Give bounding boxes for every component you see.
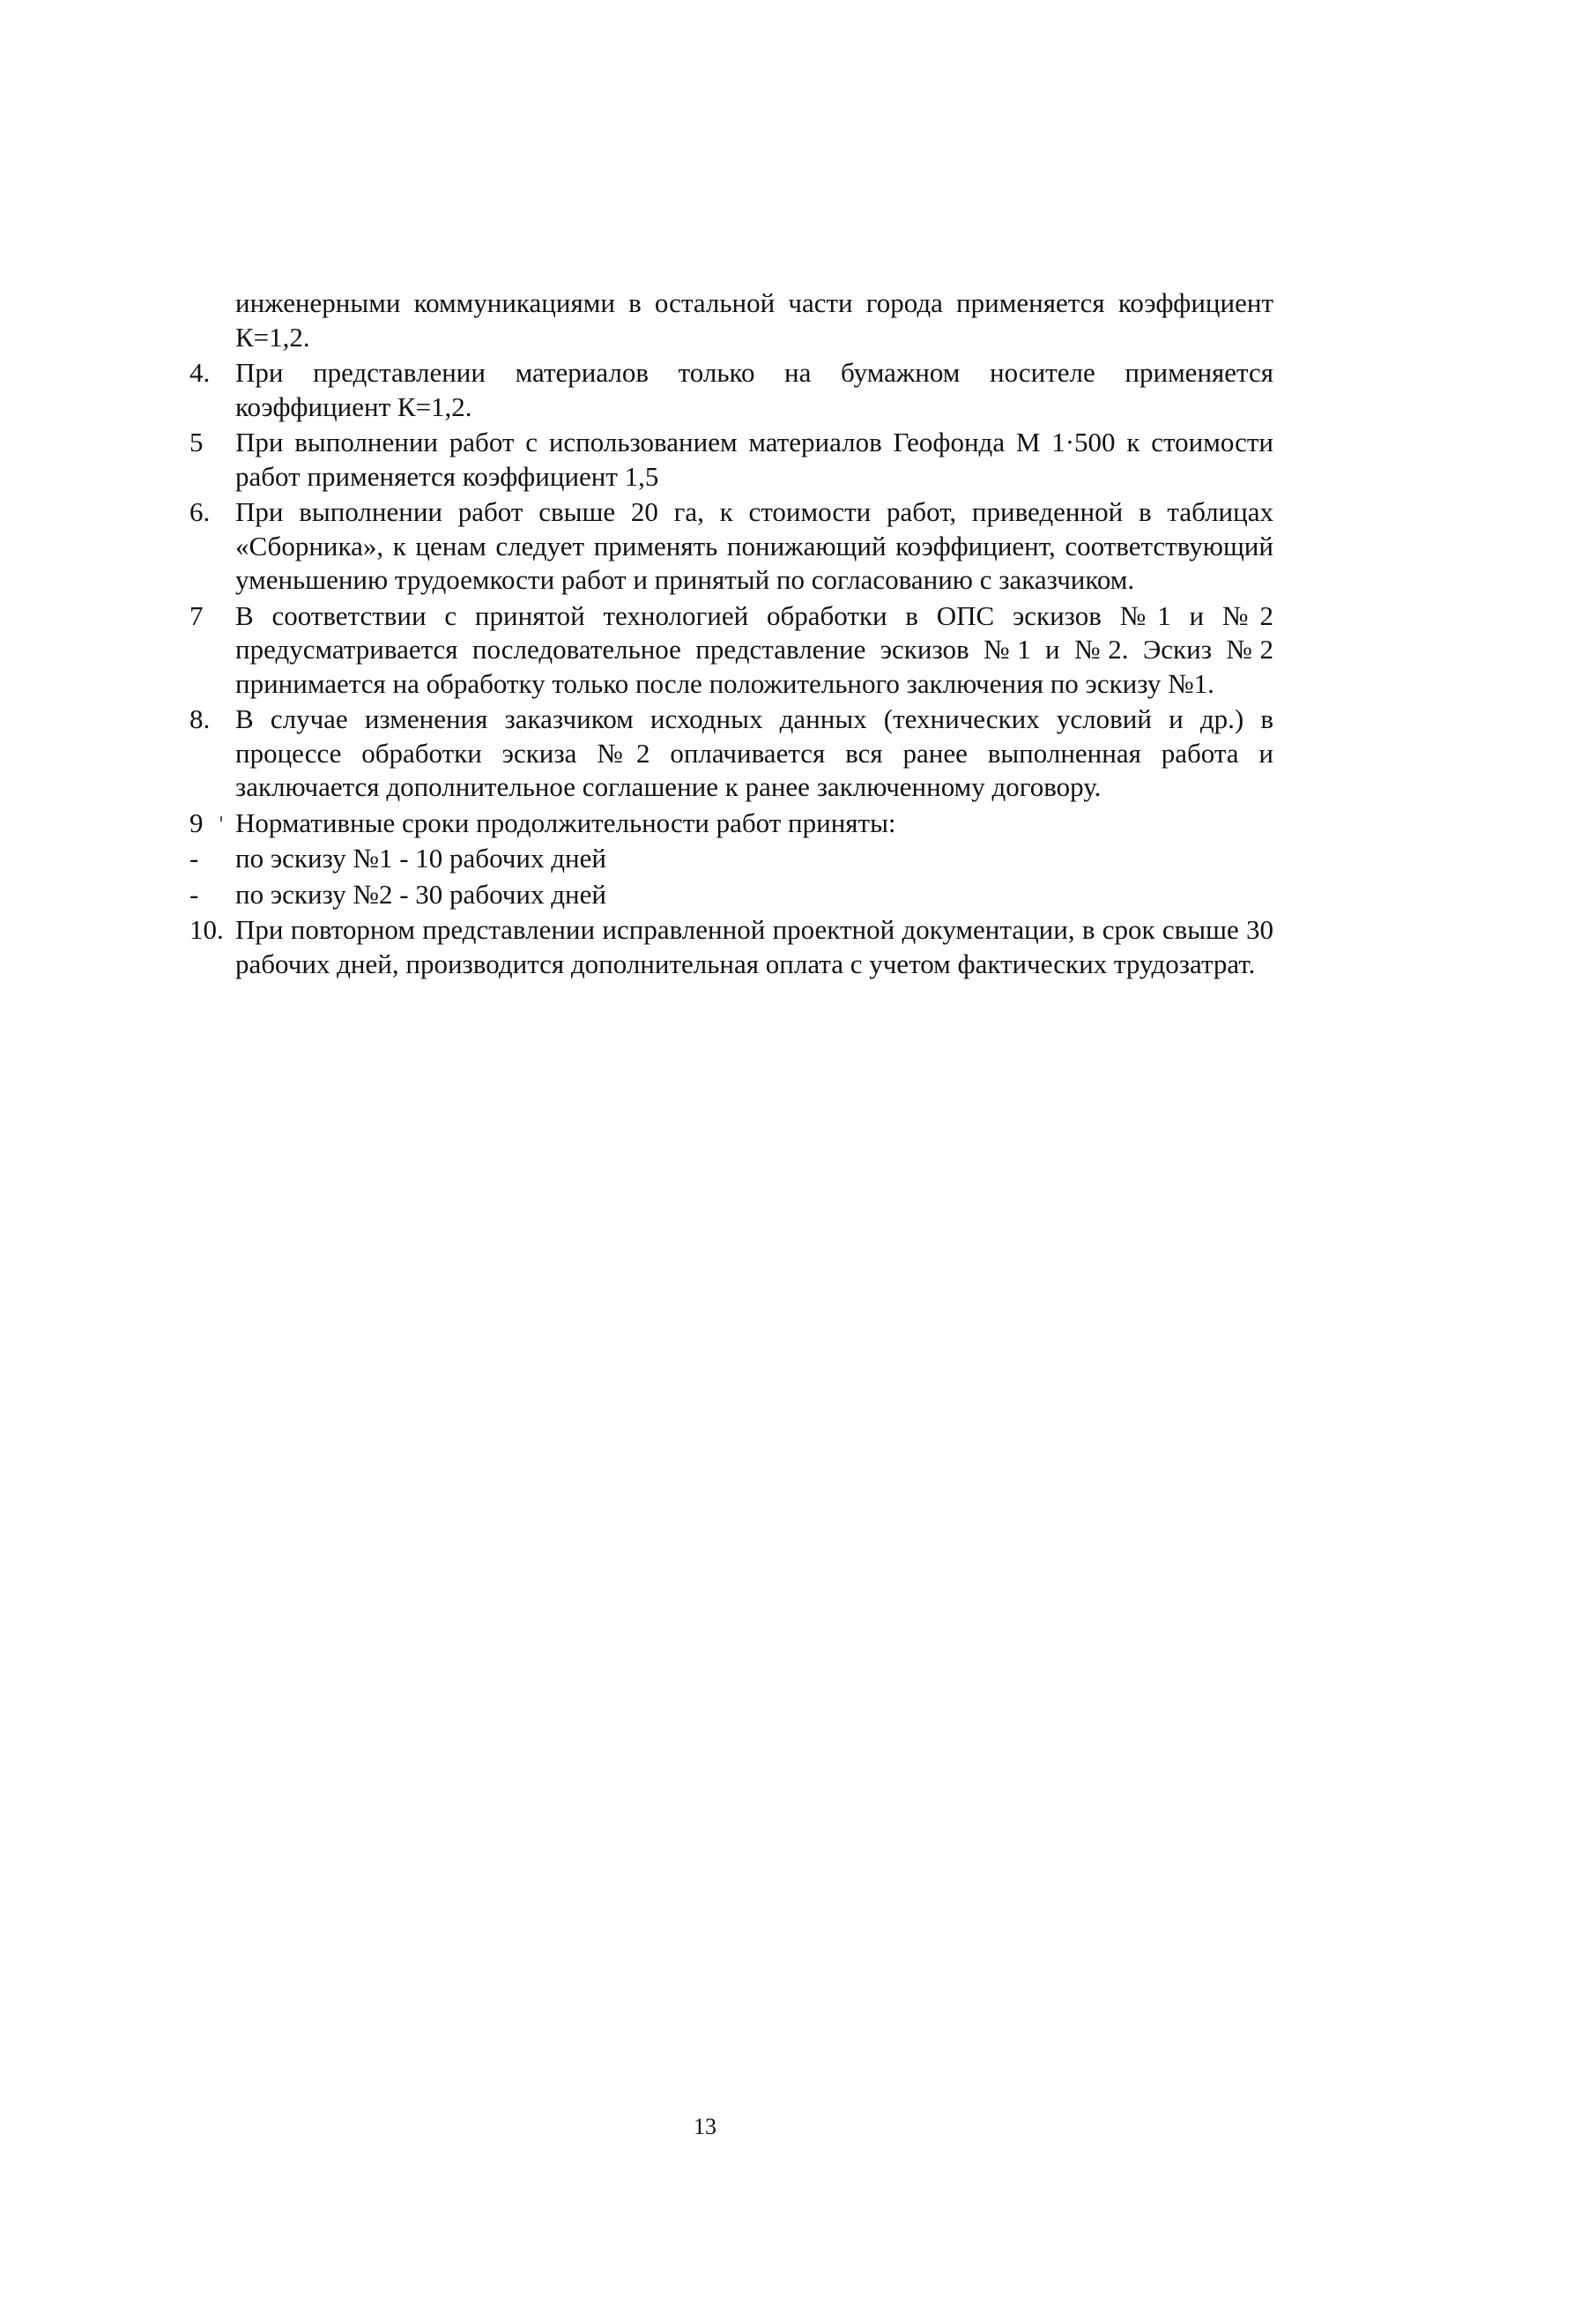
dash-marker: - bbox=[189, 843, 199, 874]
list-item-8 bbox=[189, 703, 1273, 805]
continuation-paragraph: инженерными коммуникациями в остальной части города применяется коэффициент К=1,2. bbox=[235, 287, 1273, 353]
dash-item-sketch-1 bbox=[189, 842, 1273, 876]
page-number: 13 bbox=[694, 2114, 716, 2139]
document-body bbox=[189, 286, 1273, 983]
dash-marker: - bbox=[189, 878, 199, 910]
scan-speck bbox=[220, 816, 222, 822]
list-item-9 bbox=[189, 807, 1273, 841]
list-item-text: В соответствии с принятой технологией обработки в ОПС эскизов №1 и №2 предусматривается последовательное представление эскизов №1 и №2. Эскиз №2 принимается на обработку только после положительного заключения по эскизу №1. bbox=[235, 599, 1273, 699]
dash-item-text: по эскизу №2 - 30 рабочих дней bbox=[235, 878, 606, 910]
dash-item-text: по эскизу №1 - 10 рабочих дней bbox=[235, 843, 606, 874]
list-marker: 5 bbox=[189, 427, 204, 457]
list-item-7 bbox=[189, 599, 1273, 702]
list-item-4 bbox=[189, 356, 1273, 424]
list-item-text: При выполнении работ свыше 20 га, к стоимости работ, приведенной в таблицах «Сборника», к ценам следует применять понижающий коэффициент, соответствующий уменьшению трудоемкости работ и принятый по согласованию с заказчиком. bbox=[235, 496, 1273, 595]
list-item-10 bbox=[189, 913, 1273, 981]
list-item-text: Нормативные сроки продолжительности работ приняты: bbox=[235, 807, 896, 838]
list-item-text: При представлении материалов только на бумажном носителе применяется коэффициент К=1,2. bbox=[235, 357, 1273, 422]
list-item-text: При выполнении работ с использованием материалов Геофонда М 1·500 к стоимости работ применяется коэффициент 1,5 bbox=[235, 427, 1273, 492]
list-marker: 8. bbox=[189, 703, 211, 734]
list-marker: 7 bbox=[189, 599, 204, 631]
dash-item-sketch-2 bbox=[189, 878, 1273, 912]
list-marker: 6. bbox=[189, 496, 211, 527]
list-marker: 9 bbox=[189, 807, 204, 838]
list-marker: 10. bbox=[189, 914, 224, 945]
list-item-5 bbox=[189, 426, 1273, 494]
list-item-text: В случае изменения заказчиком исходных данных (технических условий и др.) в процессе обработки эскиза №2 оплачивается вся ранее выполненная работа и заключается дополнительное соглашение к ранее заключенному договору. bbox=[235, 703, 1273, 802]
list-item-text: При повторном представлении исправленной проектной документации, в срок свыше 30 рабочих дней, производится дополнительная оплата с учетом фактических трудозатрат. bbox=[235, 914, 1273, 979]
list-marker: 4. bbox=[189, 357, 211, 388]
list-item-6 bbox=[189, 495, 1273, 598]
